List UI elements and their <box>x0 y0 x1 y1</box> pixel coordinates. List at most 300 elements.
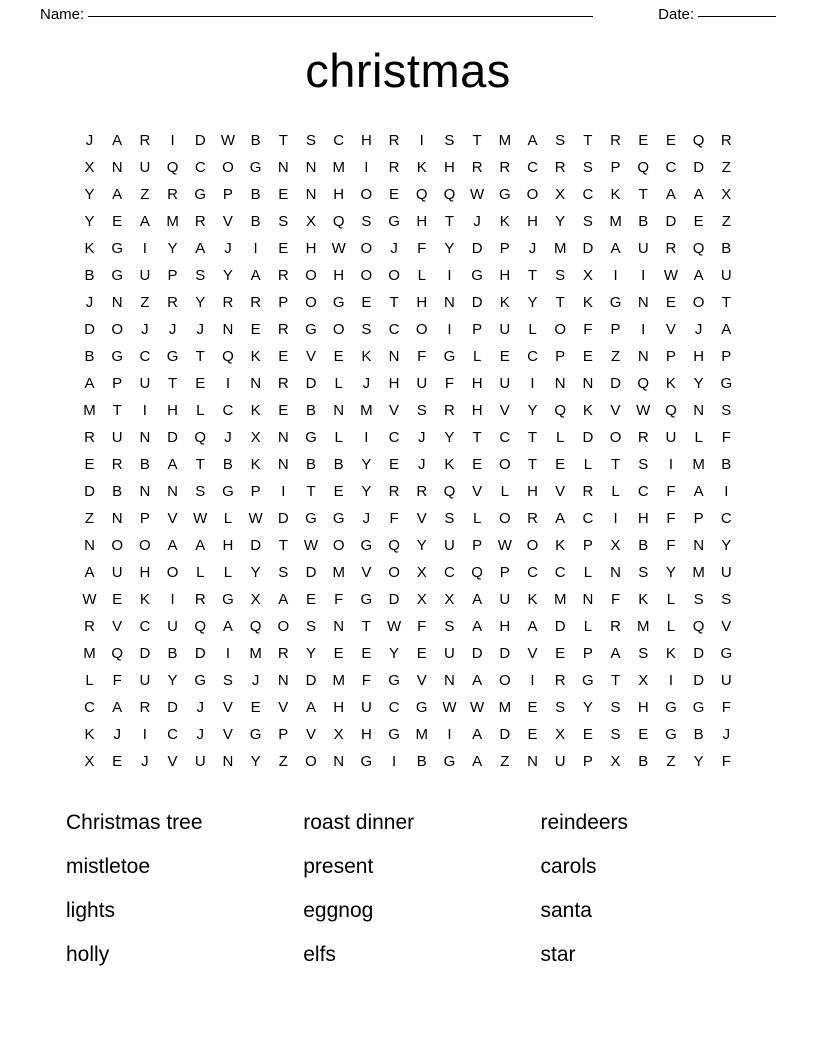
grid-letter[interactable]: Y <box>582 698 593 716</box>
grid-letter[interactable]: Q <box>665 401 677 419</box>
grid-letter[interactable]: O <box>277 617 290 635</box>
grid-letter[interactable]: D <box>610 374 621 392</box>
grid-letter[interactable]: A <box>527 131 538 149</box>
grid-letter[interactable]: C <box>582 185 594 203</box>
grid-letter[interactable]: M <box>360 401 373 419</box>
grid-letter[interactable]: G <box>720 644 733 662</box>
grid-letter[interactable]: H <box>499 266 511 284</box>
grid-letter[interactable]: U <box>139 158 151 176</box>
grid-letter[interactable]: Q <box>388 536 400 554</box>
grid-letter[interactable]: B <box>167 644 178 662</box>
grid-letter[interactable]: F <box>444 374 455 392</box>
grid-letter[interactable]: D <box>693 671 705 689</box>
word-list-item[interactable]: present <box>303 854 374 878</box>
grid-letter[interactable]: A <box>195 536 206 554</box>
grid-letter[interactable]: O <box>222 158 234 176</box>
grid-letter[interactable]: R <box>277 320 289 338</box>
grid-letter[interactable]: M <box>415 725 428 743</box>
grid-letter[interactable]: B <box>139 455 150 473</box>
grid-letter[interactable]: F <box>721 428 731 446</box>
grid-letter[interactable]: N <box>693 536 705 554</box>
grid-letter[interactable]: B <box>84 347 95 365</box>
grid-letter[interactable]: B <box>638 212 649 230</box>
grid-letter[interactable]: T <box>306 482 316 500</box>
grid-letter[interactable]: T <box>167 374 178 392</box>
grid-letter[interactable]: N <box>333 752 345 770</box>
grid-letter[interactable]: Y <box>250 563 261 581</box>
grid-letter[interactable]: V <box>305 725 316 743</box>
grid-letter[interactable]: V <box>112 617 123 635</box>
grid-letter[interactable]: E <box>250 698 261 716</box>
grid-letter[interactable]: I <box>170 131 175 149</box>
grid-letter[interactable]: W <box>331 239 346 257</box>
grid-letter[interactable]: R <box>637 428 649 446</box>
grid-letter[interactable]: R <box>277 644 289 662</box>
grid-letter[interactable]: O <box>415 320 428 338</box>
grid-letter[interactable]: S <box>278 212 289 230</box>
grid-letter[interactable]: B <box>250 185 261 203</box>
grid-letter[interactable]: R <box>610 617 621 635</box>
grid-letter[interactable]: F <box>666 536 676 554</box>
grid-letter[interactable]: Q <box>692 239 705 257</box>
grid-letter[interactable]: W <box>82 590 97 608</box>
grid-letter[interactable]: X <box>333 725 344 743</box>
grid-letter[interactable]: J <box>168 320 177 338</box>
grid-letter[interactable]: I <box>142 401 147 419</box>
grid-letter[interactable]: C <box>444 563 455 581</box>
grid-letter[interactable]: F <box>389 509 399 527</box>
grid-letter[interactable]: L <box>85 671 94 689</box>
grid-letter[interactable]: H <box>360 131 372 149</box>
grid-letter[interactable]: V <box>222 698 233 716</box>
grid-letter[interactable]: R <box>277 266 289 284</box>
grid-letter[interactable]: P <box>582 644 593 662</box>
grid-letter[interactable]: L <box>472 347 482 365</box>
grid-letter[interactable]: U <box>444 644 455 662</box>
grid-letter[interactable]: C <box>499 428 511 446</box>
grid-letter[interactable]: R <box>111 455 123 473</box>
grid-letter[interactable]: B <box>721 455 732 473</box>
grid-letter[interactable]: R <box>388 482 400 500</box>
grid-letter[interactable]: X <box>444 590 455 608</box>
grid-letter[interactable]: T <box>610 455 621 473</box>
grid-letter[interactable]: E <box>278 185 289 203</box>
grid-letter[interactable]: E <box>305 590 316 608</box>
grid-letter[interactable]: J <box>694 320 703 338</box>
grid-letter[interactable]: Q <box>443 185 456 203</box>
grid-letter[interactable]: W <box>193 509 208 527</box>
grid-letter[interactable]: G <box>332 293 345 311</box>
grid-letter[interactable]: U <box>139 671 151 689</box>
grid-letter[interactable]: S <box>555 698 566 716</box>
grid-letter[interactable]: I <box>530 374 535 392</box>
grid-letter[interactable]: C <box>388 320 400 338</box>
grid-letter[interactable]: N <box>693 401 705 419</box>
word-list-item[interactable]: lights <box>66 898 116 922</box>
grid-letter[interactable]: K <box>250 347 261 365</box>
grid-letter[interactable]: N <box>277 428 289 446</box>
grid-letter[interactable]: Y <box>444 428 455 446</box>
grid-letter[interactable]: U <box>111 428 123 446</box>
grid-letter[interactable]: L <box>528 320 537 338</box>
grid-letter[interactable]: M <box>692 455 705 473</box>
grid-letter[interactable]: G <box>360 536 373 554</box>
grid-letter[interactable]: M <box>609 212 622 230</box>
grid-letter[interactable]: N <box>582 590 594 608</box>
grid-letter[interactable]: N <box>582 374 594 392</box>
grid-letter[interactable]: P <box>610 320 621 338</box>
grid-letter[interactable]: N <box>111 509 123 527</box>
grid-letter[interactable]: J <box>528 239 537 257</box>
grid-letter[interactable]: U <box>139 266 151 284</box>
grid-letter[interactable]: E <box>555 644 566 662</box>
grid-letter[interactable]: L <box>472 509 482 527</box>
grid-letter[interactable]: C <box>139 347 151 365</box>
grid-letter[interactable]: T <box>112 401 122 419</box>
grid-letter[interactable]: A <box>472 752 483 770</box>
grid-letter[interactable]: K <box>250 401 261 419</box>
grid-letter[interactable]: U <box>360 698 372 716</box>
grid-letter[interactable]: U <box>720 671 732 689</box>
grid-letter[interactable]: C <box>222 401 234 419</box>
grid-letter[interactable]: I <box>447 725 452 743</box>
grid-letter[interactable]: I <box>530 671 535 689</box>
grid-letter[interactable]: G <box>415 698 428 716</box>
name-write-line[interactable] <box>88 16 593 17</box>
grid-letter[interactable]: A <box>112 185 123 203</box>
word-list-item[interactable]: star <box>540 942 576 966</box>
grid-letter[interactable]: V <box>721 617 732 635</box>
grid-letter[interactable]: K <box>444 455 455 473</box>
grid-letter[interactable]: A <box>665 185 676 203</box>
grid-letter[interactable]: J <box>362 509 371 527</box>
grid-letter[interactable]: N <box>139 428 151 446</box>
grid-letter[interactable]: G <box>443 347 456 365</box>
grid-letter[interactable]: N <box>222 320 234 338</box>
grid-letter[interactable]: G <box>332 509 345 527</box>
grid-letter[interactable]: T <box>527 266 538 284</box>
grid-letter[interactable]: U <box>720 266 732 284</box>
grid-letter[interactable]: O <box>526 536 539 554</box>
grid-letter[interactable]: N <box>637 347 649 365</box>
grid-letter[interactable]: I <box>613 509 618 527</box>
word-list-item[interactable]: carols <box>540 854 597 878</box>
grid-letter[interactable]: T <box>638 185 648 203</box>
grid-letter[interactable]: L <box>334 428 343 446</box>
grid-letter[interactable]: X <box>582 266 593 284</box>
grid-letter[interactable]: S <box>305 131 316 149</box>
grid-letter[interactable]: A <box>84 563 95 581</box>
grid-letter[interactable]: G <box>305 509 317 527</box>
grid-letter[interactable]: A <box>222 617 233 635</box>
grid-letter[interactable]: U <box>499 374 511 392</box>
grid-letter[interactable]: B <box>305 455 316 473</box>
grid-letter[interactable]: U <box>167 617 178 635</box>
grid-letter[interactable]: S <box>582 212 593 230</box>
grid-letter[interactable]: R <box>665 239 677 257</box>
grid-letter[interactable]: N <box>222 752 234 770</box>
grid-letter[interactable]: S <box>638 644 649 662</box>
grid-letter[interactable]: E <box>555 455 566 473</box>
grid-letter[interactable]: D <box>471 239 483 257</box>
grid-letter[interactable]: A <box>472 617 483 635</box>
grid-letter[interactable]: K <box>361 347 372 365</box>
grid-letter[interactable]: T <box>721 293 731 311</box>
grid-letter[interactable]: M <box>83 644 96 662</box>
grid-letter[interactable]: F <box>417 239 427 257</box>
grid-letter[interactable]: M <box>249 644 262 662</box>
grid-letter[interactable]: C <box>527 347 538 365</box>
grid-letter[interactable]: D <box>582 428 594 446</box>
grid-letter[interactable]: V <box>416 509 427 527</box>
grid-letter[interactable]: U <box>720 563 732 581</box>
grid-letter[interactable]: Q <box>249 617 262 635</box>
grid-letter[interactable]: I <box>724 482 729 500</box>
grid-letter[interactable]: I <box>253 239 258 257</box>
grid-letter[interactable]: S <box>444 617 455 635</box>
grid-letter[interactable]: O <box>609 428 622 446</box>
grid-letter[interactable]: F <box>583 320 593 338</box>
grid-letter[interactable]: U <box>139 374 151 392</box>
grid-letter[interactable]: I <box>419 131 424 149</box>
grid-letter[interactable]: K <box>416 158 427 176</box>
grid-letter[interactable]: S <box>555 266 566 284</box>
grid-letter[interactable]: S <box>555 131 566 149</box>
grid-letter[interactable]: O <box>305 752 317 770</box>
grid-letter[interactable]: R <box>84 428 95 446</box>
grid-letter[interactable]: A <box>139 212 150 230</box>
grid-letter[interactable]: G <box>222 590 234 608</box>
grid-letter[interactable]: W <box>386 617 402 635</box>
grid-letter[interactable]: J <box>224 428 232 446</box>
grid-letter[interactable]: G <box>194 671 207 689</box>
grid-letter[interactable]: F <box>361 671 371 689</box>
grid-letter[interactable]: T <box>389 293 399 311</box>
grid-letter[interactable]: Z <box>278 752 288 770</box>
grid-letter[interactable]: P <box>582 752 593 770</box>
grid-letter[interactable]: X <box>305 212 316 230</box>
grid-letter[interactable]: S <box>610 698 621 716</box>
grid-letter[interactable]: I <box>641 320 646 338</box>
grid-letter[interactable]: T <box>361 617 371 635</box>
grid-letter[interactable]: K <box>139 590 150 608</box>
grid-letter[interactable]: M <box>83 401 96 419</box>
grid-letter[interactable]: X <box>610 536 621 554</box>
grid-letter[interactable]: F <box>112 671 122 689</box>
grid-letter[interactable]: L <box>223 563 233 581</box>
grid-letter[interactable]: A <box>472 590 483 608</box>
grid-letter[interactable]: F <box>721 752 731 770</box>
grid-letter[interactable]: N <box>444 671 455 689</box>
grid-letter[interactable]: U <box>665 428 677 446</box>
grid-letter[interactable]: A <box>84 374 95 392</box>
word-list-item[interactable]: elfs <box>303 942 336 966</box>
grid-letter[interactable]: N <box>277 671 289 689</box>
grid-letter[interactable]: C <box>720 509 732 527</box>
grid-letter[interactable]: O <box>360 266 373 284</box>
grid-letter[interactable]: L <box>694 428 703 446</box>
grid-letter[interactable]: N <box>167 482 178 500</box>
grid-letter[interactable]: Q <box>415 185 428 203</box>
grid-letter[interactable]: W <box>248 509 263 527</box>
grid-letter[interactable]: V <box>278 698 289 716</box>
grid-letter[interactable]: K <box>610 185 621 203</box>
grid-letter[interactable]: N <box>305 185 317 203</box>
grid-letter[interactable]: N <box>554 374 566 392</box>
grid-letter[interactable]: G <box>388 212 400 230</box>
grid-letter[interactable]: V <box>416 671 427 689</box>
grid-letter[interactable]: E <box>112 212 123 230</box>
grid-letter[interactable]: G <box>498 185 511 203</box>
grid-letter[interactable]: F <box>666 482 676 500</box>
grid-letter[interactable]: A <box>610 239 621 257</box>
grid-letter[interactable]: I <box>142 239 147 257</box>
grid-letter[interactable]: X <box>610 752 621 770</box>
grid-letter[interactable]: R <box>167 185 178 203</box>
grid-letter[interactable]: W <box>636 401 651 419</box>
grid-letter[interactable]: V <box>167 509 178 527</box>
grid-letter[interactable]: W <box>470 698 485 716</box>
grid-letter[interactable]: I <box>447 266 452 284</box>
grid-letter[interactable]: G <box>166 347 179 365</box>
grid-letter[interactable]: V <box>610 401 621 419</box>
word-list-item[interactable]: reindeers <box>540 810 629 834</box>
grid-letter[interactable]: K <box>665 644 676 662</box>
grid-letter[interactable]: Z <box>140 293 150 311</box>
grid-letter[interactable]: N <box>111 158 123 176</box>
word-list-item[interactable]: mistletoe <box>66 854 151 878</box>
grid-letter[interactable]: R <box>720 131 732 149</box>
grid-letter[interactable]: R <box>194 212 206 230</box>
grid-letter[interactable]: N <box>277 455 289 473</box>
grid-letter[interactable]: B <box>84 266 95 284</box>
grid-letter[interactable]: E <box>665 131 676 149</box>
grid-letter[interactable]: E <box>638 131 649 149</box>
grid-letter[interactable]: G <box>249 725 262 743</box>
grid-letter[interactable]: P <box>278 725 289 743</box>
grid-letter[interactable]: P <box>555 347 566 365</box>
grid-letter[interactable]: Q <box>692 617 705 635</box>
grid-letter[interactable]: Y <box>665 563 676 581</box>
grid-letter[interactable]: C <box>527 158 538 176</box>
grid-letter[interactable]: T <box>472 428 482 446</box>
grid-letter[interactable]: E <box>527 698 538 716</box>
grid-letter[interactable]: C <box>554 563 566 581</box>
grid-letter[interactable]: E <box>693 212 704 230</box>
grid-letter[interactable]: C <box>388 428 400 446</box>
grid-letter[interactable]: G <box>305 428 317 446</box>
grid-letter[interactable]: X <box>84 158 95 176</box>
grid-letter[interactable]: V <box>167 752 178 770</box>
grid-letter[interactable]: Z <box>666 752 676 770</box>
word-list-item[interactable]: Christmas tree <box>66 810 203 834</box>
grid-letter[interactable]: Z <box>84 509 95 527</box>
grid-letter[interactable]: Y <box>527 401 538 419</box>
grid-letter[interactable]: S <box>610 725 621 743</box>
grid-letter[interactable]: V <box>472 482 483 500</box>
grid-letter[interactable]: O <box>498 509 511 527</box>
word-list-item[interactable]: holly <box>66 942 110 966</box>
grid-letter[interactable]: Q <box>111 644 124 662</box>
grid-letter[interactable]: A <box>555 509 566 527</box>
grid-letter[interactable]: C <box>388 698 400 716</box>
grid-letter[interactable]: O <box>388 563 400 581</box>
grid-letter[interactable]: O <box>332 320 345 338</box>
grid-letter[interactable]: T <box>527 455 538 473</box>
grid-letter[interactable]: Y <box>222 266 233 284</box>
grid-letter[interactable]: Q <box>443 482 456 500</box>
grid-letter[interactable]: T <box>555 293 565 311</box>
grid-letter[interactable]: A <box>721 320 732 338</box>
grid-letter[interactable]: E <box>416 644 427 662</box>
grid-letter[interactable]: Y <box>195 293 206 311</box>
grid-letter[interactable]: Q <box>637 158 650 176</box>
grid-letter[interactable]: U <box>444 536 455 554</box>
grid-letter[interactable]: M <box>332 158 345 176</box>
grid-letter[interactable]: C <box>637 482 649 500</box>
grid-letter[interactable]: I <box>170 590 175 608</box>
grid-letter[interactable]: P <box>112 374 123 392</box>
grid-letter[interactable]: B <box>693 725 704 743</box>
grid-letter[interactable]: H <box>527 482 538 500</box>
grid-letter[interactable]: U <box>637 239 649 257</box>
grid-letter[interactable]: V <box>222 212 233 230</box>
grid-letter[interactable]: O <box>526 185 539 203</box>
grid-letter[interactable]: A <box>250 266 261 284</box>
grid-letter[interactable]: D <box>499 644 511 662</box>
grid-letter[interactable]: R <box>250 293 262 311</box>
grid-letter[interactable]: R <box>499 158 511 176</box>
grid-letter[interactable]: Z <box>140 185 150 203</box>
grid-letter[interactable]: E <box>278 401 289 419</box>
grid-letter[interactable]: Y <box>84 185 95 203</box>
grid-letter[interactable]: G <box>665 725 677 743</box>
grid-letter[interactable]: P <box>167 266 178 284</box>
grid-letter[interactable]: M <box>332 563 345 581</box>
grid-letter[interactable]: I <box>391 752 397 770</box>
grid-letter[interactable]: D <box>194 131 206 149</box>
grid-letter[interactable]: U <box>554 752 566 770</box>
grid-letter[interactable]: A <box>195 239 206 257</box>
grid-letter[interactable]: E <box>361 644 372 662</box>
grid-letter[interactable]: R <box>471 158 483 176</box>
grid-letter[interactable]: G <box>582 671 594 689</box>
grid-letter[interactable]: A <box>472 725 483 743</box>
grid-letter[interactable]: R <box>554 671 566 689</box>
grid-letter[interactable]: L <box>334 374 343 392</box>
word-list-item[interactable]: roast dinner <box>303 810 415 834</box>
grid-letter[interactable]: L <box>583 617 593 635</box>
grid-letter[interactable]: E <box>278 239 289 257</box>
grid-letter[interactable]: H <box>499 617 511 635</box>
grid-letter[interactable]: V <box>361 563 372 581</box>
grid-letter[interactable]: S <box>361 320 372 338</box>
grid-letter[interactable]: F <box>417 617 427 635</box>
grid-letter[interactable]: L <box>611 482 620 500</box>
grid-letter[interactable]: D <box>250 536 262 554</box>
grid-letter[interactable]: L <box>223 509 233 527</box>
grid-letter[interactable]: J <box>224 239 232 257</box>
grid-letter[interactable]: S <box>582 158 593 176</box>
grid-letter[interactable]: P <box>472 320 483 338</box>
grid-letter[interactable]: J <box>113 725 121 743</box>
grid-letter[interactable]: I <box>641 266 646 284</box>
grid-letter[interactable]: N <box>388 347 400 365</box>
grid-letter[interactable]: A <box>167 536 178 554</box>
grid-letter[interactable]: M <box>553 590 567 608</box>
grid-letter[interactable]: W <box>497 536 512 554</box>
date-write-line[interactable] <box>698 16 776 17</box>
